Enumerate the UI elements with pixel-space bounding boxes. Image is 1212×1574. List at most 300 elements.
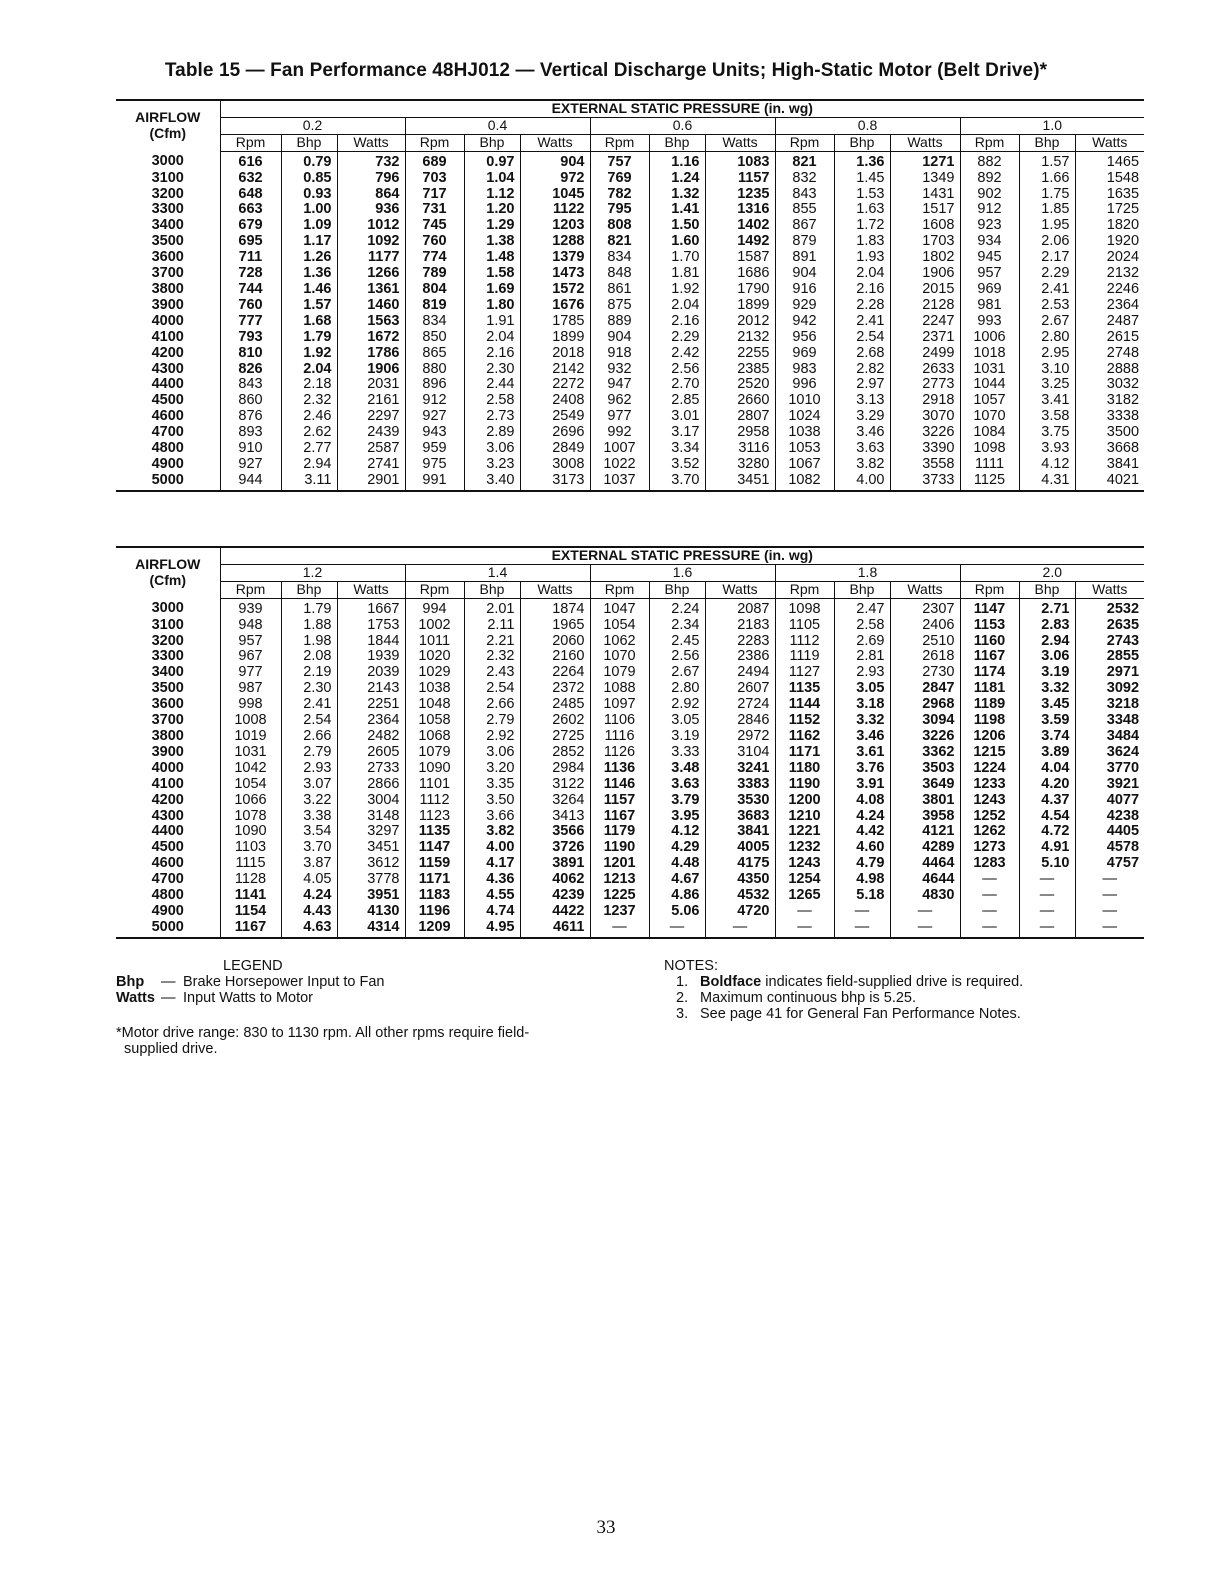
table-cell: — bbox=[1075, 920, 1144, 938]
table-cell: 1.17 bbox=[281, 234, 337, 250]
table-cell: 4062 bbox=[520, 872, 590, 888]
table-cell: 891 bbox=[775, 250, 834, 266]
table-cell: 821 bbox=[590, 234, 649, 250]
table-cell: 939 bbox=[220, 598, 281, 617]
table-cell: 1.46 bbox=[281, 282, 337, 298]
table-cell: 848 bbox=[590, 266, 649, 282]
table-cell: 3.54 bbox=[281, 824, 337, 840]
table-cell: 875 bbox=[590, 298, 649, 314]
table-cell: 996 bbox=[775, 377, 834, 393]
table-cell: 1119 bbox=[775, 649, 834, 665]
table-cell: 3218 bbox=[1075, 697, 1144, 713]
table-cell: 1006 bbox=[960, 330, 1019, 346]
table-cell: 1157 bbox=[705, 171, 775, 187]
table-cell: 889 bbox=[590, 314, 649, 330]
table-cell: 1.88 bbox=[281, 618, 337, 634]
table-cell: 731 bbox=[405, 202, 464, 218]
airflow-cell: 4700 bbox=[151, 424, 184, 441]
table-cell: 2.32 bbox=[281, 393, 337, 409]
table-cell: 832 bbox=[775, 171, 834, 187]
table-cell: 1012 bbox=[337, 218, 405, 234]
airflow-cell: 4100 bbox=[151, 775, 184, 792]
table-cell: 2847 bbox=[890, 681, 960, 697]
table-cell: 977 bbox=[590, 409, 649, 425]
table-cell: 1.00 bbox=[281, 202, 337, 218]
table-cell: 2297 bbox=[337, 409, 405, 425]
table-cell: 2549 bbox=[520, 409, 590, 425]
table-cell: 1.24 bbox=[649, 171, 705, 187]
table-row bbox=[116, 920, 1144, 938]
table-cell: 860 bbox=[220, 393, 281, 409]
table-cell: 2.42 bbox=[649, 346, 705, 362]
table-cell: 1079 bbox=[405, 745, 464, 761]
column-header: Watts bbox=[705, 134, 775, 151]
airflow-cell: 3000 bbox=[151, 600, 184, 617]
table-cell: 679 bbox=[220, 218, 281, 234]
table-cell: 1920 bbox=[1075, 234, 1144, 250]
table-cell: 1.91 bbox=[464, 314, 520, 330]
table-cell: 3683 bbox=[705, 809, 775, 825]
table-cell: 1054 bbox=[220, 777, 281, 793]
table-cell: 2.93 bbox=[281, 761, 337, 777]
table-cell: 3.20 bbox=[464, 761, 520, 777]
table-cell: 2012 bbox=[705, 314, 775, 330]
table-cell: 1243 bbox=[960, 793, 1019, 809]
table-cell: 2.80 bbox=[1019, 330, 1075, 346]
table-cell: 4.36 bbox=[464, 872, 520, 888]
table-cell: 1200 bbox=[775, 793, 834, 809]
airflow-cell: 5000 bbox=[116, 473, 220, 491]
table-cell: 843 bbox=[220, 377, 281, 393]
table-cell: 1213 bbox=[590, 872, 649, 888]
table-cell: 969 bbox=[960, 282, 1019, 298]
table-cell: 3841 bbox=[1075, 457, 1144, 473]
table-cell: 2855 bbox=[1075, 649, 1144, 665]
table-cell: 3733 bbox=[890, 473, 960, 491]
table-cell: 3226 bbox=[890, 425, 960, 441]
table-cell: 695 bbox=[220, 234, 281, 250]
table-cell: 1785 bbox=[520, 314, 590, 330]
table-cell: 2.66 bbox=[464, 697, 520, 713]
table-cell: 2.11 bbox=[464, 618, 520, 634]
airflow-cell: 3300 bbox=[151, 201, 184, 218]
table-cell: 2.66 bbox=[281, 729, 337, 745]
table-cell: 1090 bbox=[220, 824, 281, 840]
table-cell: — bbox=[1019, 920, 1075, 938]
table-cell: 1144 bbox=[775, 697, 834, 713]
table-cell: 959 bbox=[405, 441, 464, 457]
table-cell: 923 bbox=[960, 218, 1019, 234]
table-cell: 3.07 bbox=[281, 777, 337, 793]
table-cell: 2696 bbox=[520, 425, 590, 441]
table-cell: 1007 bbox=[590, 441, 649, 457]
table-cell: 2.89 bbox=[464, 425, 520, 441]
table-cell: 1802 bbox=[890, 250, 960, 266]
table-cell: 3.82 bbox=[834, 457, 890, 473]
table-cell: 3362 bbox=[890, 745, 960, 761]
table-cell: 904 bbox=[520, 151, 590, 170]
table-cell: 3451 bbox=[705, 473, 775, 491]
table-cell: 2161 bbox=[337, 393, 405, 409]
fan-performance-table-2 bbox=[116, 546, 1144, 939]
table-cell: 2386 bbox=[705, 649, 775, 665]
table-cell: 2246 bbox=[1075, 282, 1144, 298]
pressure-header: 2.0 bbox=[960, 564, 1144, 581]
note-item bbox=[664, 974, 1134, 990]
table-cell: 876 bbox=[220, 409, 281, 425]
table-cell: 1136 bbox=[590, 761, 649, 777]
table-cell: 2406 bbox=[890, 618, 960, 634]
table-cell: 4.74 bbox=[464, 904, 520, 920]
column-header: Bhp bbox=[464, 134, 520, 151]
table-cell: 1587 bbox=[705, 250, 775, 266]
table-cell: 4.12 bbox=[649, 824, 705, 840]
table-cell: 1.36 bbox=[834, 151, 890, 170]
table-cell: 4.00 bbox=[464, 840, 520, 856]
column-header: Bhp bbox=[834, 134, 890, 151]
table-cell: 745 bbox=[405, 218, 464, 234]
table-cell: 1349 bbox=[890, 171, 960, 187]
table-cell: 943 bbox=[405, 425, 464, 441]
table-cell: 4005 bbox=[705, 840, 775, 856]
airflow-cell: 5000 bbox=[116, 920, 220, 938]
table-cell: 4.91 bbox=[1019, 840, 1075, 856]
table-cell: 795 bbox=[590, 202, 649, 218]
table-cell: 1116 bbox=[590, 729, 649, 745]
airflow-cell: 3100 bbox=[151, 169, 184, 186]
table-cell: 4.55 bbox=[464, 888, 520, 904]
table-cell: 1.36 bbox=[281, 266, 337, 282]
table-cell: — bbox=[890, 920, 960, 938]
table-cell: 3148 bbox=[337, 809, 405, 825]
column-header: Watts bbox=[890, 134, 960, 151]
table-cell: 808 bbox=[590, 218, 649, 234]
table-cell: 918 bbox=[590, 346, 649, 362]
table-cell: 910 bbox=[220, 441, 281, 457]
table-cell: 4.54 bbox=[1019, 809, 1075, 825]
column-header: Watts bbox=[520, 581, 590, 598]
table-cell: 956 bbox=[775, 330, 834, 346]
table-cell: 2.29 bbox=[649, 330, 705, 346]
table-cell: 1899 bbox=[520, 330, 590, 346]
table-cell: 1078 bbox=[220, 809, 281, 825]
airflow-cell: 3400 bbox=[151, 217, 184, 234]
table-cell: 4175 bbox=[705, 856, 775, 872]
table-cell: 2.97 bbox=[834, 377, 890, 393]
table-cell: 2635 bbox=[1075, 618, 1144, 634]
table-cell: 1038 bbox=[775, 425, 834, 441]
airflow-cell: 4200 bbox=[151, 344, 184, 361]
table-cell: 3383 bbox=[705, 777, 775, 793]
table-cell: 2087 bbox=[705, 598, 775, 617]
column-header: Bhp bbox=[834, 581, 890, 598]
table-cell: 1210 bbox=[775, 809, 834, 825]
table-cell: 2.16 bbox=[834, 282, 890, 298]
airflow-cell: 3600 bbox=[151, 696, 184, 713]
table-cell: 1.16 bbox=[649, 151, 705, 170]
table-cell: 1167 bbox=[590, 809, 649, 825]
table-cell: 1473 bbox=[520, 266, 590, 282]
table-cell: 632 bbox=[220, 171, 281, 187]
table-cell: 1029 bbox=[405, 665, 464, 681]
table-cell: 2.56 bbox=[649, 362, 705, 378]
table-cell: 732 bbox=[337, 151, 405, 170]
table-cell: 993 bbox=[960, 314, 1019, 330]
table-cell: 3348 bbox=[1075, 713, 1144, 729]
table-cell: 1235 bbox=[705, 187, 775, 203]
table-cell: 3173 bbox=[520, 473, 590, 491]
table-cell: 2283 bbox=[705, 634, 775, 650]
table-cell: 3.46 bbox=[834, 425, 890, 441]
table-cell: 4021 bbox=[1075, 473, 1144, 491]
table-cell: 3.70 bbox=[281, 840, 337, 856]
table-cell: 3116 bbox=[705, 441, 775, 457]
table-cell: 3.63 bbox=[834, 441, 890, 457]
table-row bbox=[116, 618, 1144, 634]
table-cell: 760 bbox=[220, 298, 281, 314]
table-cell: 2.79 bbox=[464, 713, 520, 729]
table-cell: 904 bbox=[775, 266, 834, 282]
table-cell: 1.09 bbox=[281, 218, 337, 234]
table-cell: 4.72 bbox=[1019, 824, 1075, 840]
table-row bbox=[116, 218, 1144, 234]
table-cell: 1101 bbox=[405, 777, 464, 793]
airflow-cell: 3600 bbox=[151, 249, 184, 266]
table-cell: 983 bbox=[775, 362, 834, 378]
table-cell: 893 bbox=[220, 425, 281, 441]
table-cell: 3092 bbox=[1075, 681, 1144, 697]
column-header: Rpm bbox=[405, 581, 464, 598]
note-item bbox=[664, 990, 1134, 1006]
table-cell: — bbox=[1019, 872, 1075, 888]
table-cell: 850 bbox=[405, 330, 464, 346]
table-cell: 2.06 bbox=[1019, 234, 1075, 250]
table-cell: 1686 bbox=[705, 266, 775, 282]
table-cell: 2741 bbox=[337, 457, 405, 473]
table-cell: 2031 bbox=[337, 377, 405, 393]
table-cell: 1008 bbox=[220, 713, 281, 729]
pressure-header: 0.2 bbox=[220, 117, 405, 134]
table-cell: 2.92 bbox=[464, 729, 520, 745]
table-cell: 0.93 bbox=[281, 187, 337, 203]
airflow-cell: 3300 bbox=[151, 648, 184, 665]
table-cell: 1125 bbox=[960, 473, 1019, 491]
airflow-cell: 4300 bbox=[151, 360, 184, 377]
table-cell: 1198 bbox=[960, 713, 1019, 729]
table-cell: 3.34 bbox=[649, 441, 705, 457]
table-cell: 1.92 bbox=[281, 346, 337, 362]
table-cell: 1020 bbox=[405, 649, 464, 665]
column-header: Bhp bbox=[1019, 581, 1075, 598]
table-cell: 689 bbox=[405, 151, 464, 170]
table-cell: 1844 bbox=[337, 634, 405, 650]
table-cell: 3297 bbox=[337, 824, 405, 840]
table-cell: 0.79 bbox=[281, 151, 337, 170]
table-row bbox=[116, 697, 1144, 713]
table-cell: 1123 bbox=[405, 809, 464, 825]
table-cell: 945 bbox=[960, 250, 1019, 266]
column-header: Watts bbox=[520, 134, 590, 151]
table-cell: 967 bbox=[220, 649, 281, 665]
table-cell: 4.43 bbox=[281, 904, 337, 920]
table-cell: 867 bbox=[775, 218, 834, 234]
table-cell: 1180 bbox=[775, 761, 834, 777]
note-text: indicates field-supplied drive is required. bbox=[761, 974, 1024, 990]
table-cell: 1.60 bbox=[649, 234, 705, 250]
table-row bbox=[116, 713, 1144, 729]
airflow-cell: 4000 bbox=[151, 312, 184, 329]
column-header: Rpm bbox=[775, 134, 834, 151]
airflow-cell: 4800 bbox=[151, 440, 184, 457]
table-cell: 793 bbox=[220, 330, 281, 346]
table-cell: 834 bbox=[590, 250, 649, 266]
table-cell: 757 bbox=[590, 151, 649, 170]
footnote bbox=[116, 1025, 606, 1057]
table-cell: 2724 bbox=[705, 697, 775, 713]
table-cell: 1265 bbox=[775, 888, 834, 904]
table-cell: 1171 bbox=[405, 872, 464, 888]
table-cell: 1002 bbox=[405, 618, 464, 634]
table-cell: 957 bbox=[960, 266, 1019, 282]
table-cell: 3.10 bbox=[1019, 362, 1075, 378]
table-cell: 4.60 bbox=[834, 840, 890, 856]
table-cell: 2.18 bbox=[281, 377, 337, 393]
table-cell: 1112 bbox=[405, 793, 464, 809]
table-cell: 2605 bbox=[337, 745, 405, 761]
table-cell: 1183 bbox=[405, 888, 464, 904]
table-cell: 1146 bbox=[590, 777, 649, 793]
table-cell: 1047 bbox=[590, 598, 649, 617]
table-cell: 1.26 bbox=[281, 250, 337, 266]
table-cell: 2730 bbox=[890, 665, 960, 681]
note-number: 1. bbox=[676, 974, 689, 990]
pressure-header: 1.4 bbox=[405, 564, 590, 581]
table-cell: 3.18 bbox=[834, 697, 890, 713]
table-cell: 2.04 bbox=[834, 266, 890, 282]
table-cell: 2.30 bbox=[464, 362, 520, 378]
table-cell: 4.98 bbox=[834, 872, 890, 888]
column-header: Rpm bbox=[590, 134, 649, 151]
table-cell: 0.85 bbox=[281, 171, 337, 187]
table-cell: 1753 bbox=[337, 618, 405, 634]
table-cell: 1906 bbox=[890, 266, 960, 282]
table-cell: 1174 bbox=[960, 665, 1019, 681]
table-cell: 1.53 bbox=[834, 187, 890, 203]
table-cell: 1.48 bbox=[464, 250, 520, 266]
airflow-cell: 4400 bbox=[151, 823, 184, 840]
table-cell: 3.50 bbox=[464, 793, 520, 809]
table-cell: 2482 bbox=[337, 729, 405, 745]
table-cell: 1.68 bbox=[281, 314, 337, 330]
table-cell: 4.24 bbox=[281, 888, 337, 904]
table-cell: 3.63 bbox=[649, 777, 705, 793]
note-text: See page 41 for General Fan Performance Notes. bbox=[700, 1006, 1021, 1022]
table-row bbox=[116, 681, 1144, 697]
table-cell: 4289 bbox=[890, 840, 960, 856]
table-row bbox=[116, 171, 1144, 187]
note-bold: Boldface bbox=[700, 974, 762, 990]
table-cell: 4.08 bbox=[834, 793, 890, 809]
table-row bbox=[116, 729, 1144, 745]
table-cell: 2485 bbox=[520, 697, 590, 713]
table-cell: 1048 bbox=[405, 697, 464, 713]
table-cell: 2160 bbox=[520, 649, 590, 665]
table-row bbox=[116, 151, 1144, 170]
table-cell: 3.11 bbox=[281, 473, 337, 491]
table-cell: 2.01 bbox=[464, 598, 520, 617]
table-cell: 934 bbox=[960, 234, 1019, 250]
table-row bbox=[116, 598, 1144, 617]
table-cell: 2307 bbox=[890, 598, 960, 617]
table-cell: 1127 bbox=[775, 665, 834, 681]
table-cell: 4405 bbox=[1075, 824, 1144, 840]
table-cell: 3.95 bbox=[649, 809, 705, 825]
table-cell: — bbox=[1075, 888, 1144, 904]
table-cell: 2520 bbox=[705, 377, 775, 393]
table-cell: 1122 bbox=[520, 202, 590, 218]
table-cell: 1088 bbox=[590, 681, 649, 697]
table-row bbox=[116, 649, 1144, 665]
table-cell: 3.93 bbox=[1019, 441, 1075, 457]
table-cell: 1225 bbox=[590, 888, 649, 904]
column-header: Rpm bbox=[405, 134, 464, 151]
table-cell: 2.32 bbox=[464, 649, 520, 665]
table-cell: 3.89 bbox=[1019, 745, 1075, 761]
table-cell: 2725 bbox=[520, 729, 590, 745]
note-item bbox=[664, 1006, 1134, 1022]
table-cell: 1.57 bbox=[1019, 151, 1075, 170]
table-cell: 1.79 bbox=[281, 598, 337, 617]
table-cell: 1018 bbox=[960, 346, 1019, 362]
table-cell: 2.45 bbox=[649, 634, 705, 650]
table-row bbox=[116, 761, 1144, 777]
table-cell: 1.81 bbox=[649, 266, 705, 282]
table-cell: — bbox=[649, 920, 705, 938]
table-cell: 2.70 bbox=[649, 377, 705, 393]
notes-heading: NOTES: bbox=[664, 958, 718, 974]
table-cell: 1203 bbox=[520, 218, 590, 234]
table-cell: 3500 bbox=[1075, 425, 1144, 441]
table-cell: 2607 bbox=[705, 681, 775, 697]
table-cell: 3.23 bbox=[464, 457, 520, 473]
table-cell: 861 bbox=[590, 282, 649, 298]
table-cell: 2.62 bbox=[281, 425, 337, 441]
table-cell: 782 bbox=[590, 187, 649, 203]
table-cell: 2.29 bbox=[1019, 266, 1075, 282]
airflow-cell: 4700 bbox=[151, 871, 184, 888]
table-cell: 2.71 bbox=[1019, 598, 1075, 617]
table-cell: 2272 bbox=[520, 377, 590, 393]
table-cell: 3032 bbox=[1075, 377, 1144, 393]
table-cell: 1.63 bbox=[834, 202, 890, 218]
table-cell: 4350 bbox=[705, 872, 775, 888]
table-cell: 2364 bbox=[337, 713, 405, 729]
table-cell: 3770 bbox=[1075, 761, 1144, 777]
table-cell: 1092 bbox=[337, 234, 405, 250]
table-cell: 1019 bbox=[220, 729, 281, 745]
table-cell: 929 bbox=[775, 298, 834, 314]
airflow-cell: 3900 bbox=[151, 743, 184, 760]
table-cell: 896 bbox=[405, 377, 464, 393]
table-cell: 4121 bbox=[890, 824, 960, 840]
table-cell: 717 bbox=[405, 187, 464, 203]
table-cell: 2247 bbox=[890, 314, 960, 330]
table-cell: 2602 bbox=[520, 713, 590, 729]
column-header: Bhp bbox=[281, 581, 337, 598]
table-cell: 2.69 bbox=[834, 634, 890, 650]
table-cell: 1031 bbox=[960, 362, 1019, 378]
table-cell: 1.83 bbox=[834, 234, 890, 250]
